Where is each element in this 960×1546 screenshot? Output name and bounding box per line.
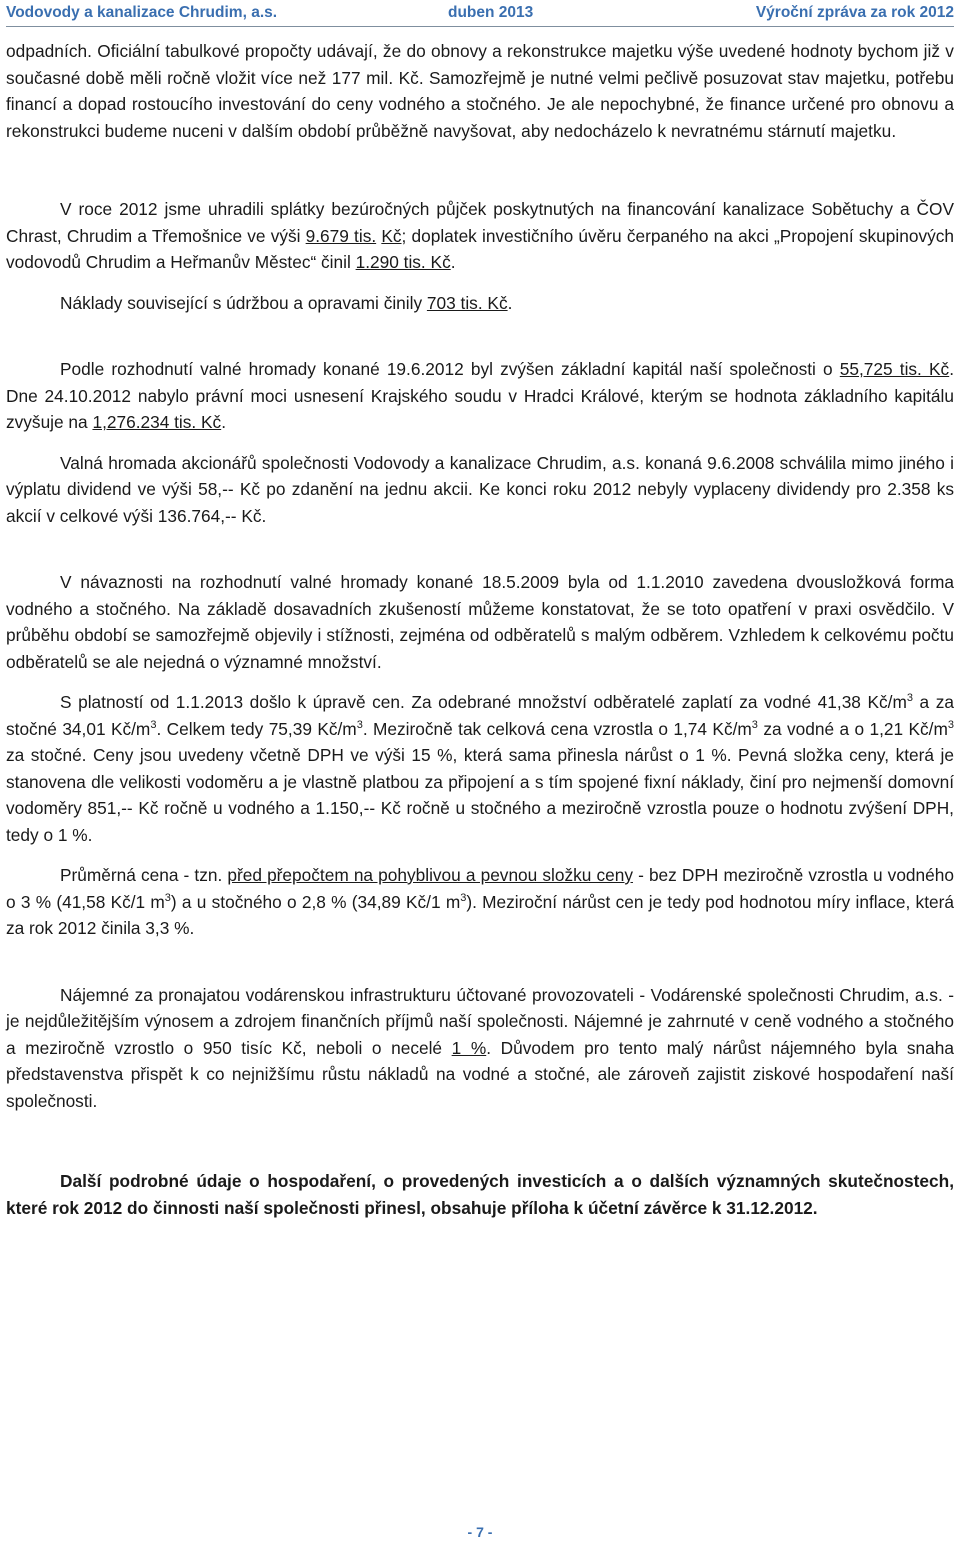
paragraph-dividends: Valná hromada akcionářů společnosti Vodovody a kanalizace Chrudim, a.s. konaná 9.6.2008 schválila mimo jiného i výplatu dividend ve výši 58,-- Kč po zdanění na jednu akcii. Ke konci roku 2012 nebyly vyplaceny dividendy pro 2.358 ks akcií v celkové výši 136.764,-- Kč. [6, 452, 954, 526]
paragraph-share-capital: Podle rozhodnutí valné hromady konané 19.6.2012 byl zvýšen základní kapitál naší společnosti o 55,725 tis. Kč. Dne 24.10.2012 nabylo právní moci usnesení Krajského soudu v Hradci Králové, kterým se hodnota základního kapitálu zvyšuje na 1,276.234 tis. Kč. [6, 359, 954, 432]
paragraph-maintenance-costs: Náklady související s údržbou a opravami činily 703 tis. Kč. [60, 292, 513, 313]
header-report-title: Výroční zpráva za rok 2012 [755, 4, 954, 21]
paragraph-price-change: S platností od 1.1.2013 došlo k úpravě cen. Za odebrané množství odběratelé zaplatí za vodné 41,38 $Kč/m^3$ a za stočné 34,01 $Kč/m^3$. Celkem tedy 75,39 $Kč/m^3$. Meziročně tak celková cena vzrostla o 1,74 $Kč/m^3$ za vodné a o 1,21 $Kč/m^3$ za stočné. Ceny jsou uvedeny včetně DPH ve výši 15 %, která sama přinesla nárůst o 1 %. Pevná složka ceny, která je stanovena dle velikosti vodoměru a je vlastně platbou za připojení a s tím spojené fixní náklady, činí pro nejmenší domovní vodoměry 851,-- Kč ročně u vodného a 1.150,-- Kč ročně u stočného a meziročně vzrostla pouze o hodnotu zvýšení DPH, tedy o 1 %. [6, 692, 954, 845]
paragraph-average-price: Průměrná cena - tzn. před přepočtem na pohyblivou a pevnou složku ceny - bez DPH meziročně vzrostla u vodného o 3 % (41,58 Kč/1 $m^3$) a u stočného o 2,8 % (34,89 Kč/1 $m^3$). Meziroční nárůst cen je tedy pod hodnotou míry inflace, která za rok 2012 činila 3,3 %. [6, 865, 954, 938]
paragraph-asset-renewal: odpadních. Oficiální tabulkové propočty udávají, že do obnovy a rekonstrukce majetku výše uvedené hodnoty bychom již v současné době měli ročně vložit více než 177 mil. Kč. Samozřejmě je nutné velmi pečlivě posuzovat stav majetku, potřebu financí a dopad rostoucího investování do ceny vodného a stočného. Je ale nepochybné, že finance určené pro obnovu a rekonstrukci budeme nuceni v dalším období průběžně navyšovat, aby nedocházelo k nevratnému stárnutí majetku. [6, 41, 954, 141]
page-content [6, 38, 954, 1221]
paragraph-rent: Nájemné za pronajatou vodárenskou infrastrukturu účtované provozovateli - Vodárenské společnosti Chrudim, a.s. - je nejdůležitějším výnosem a zdrojem finančních příjmů naší společnosti. Nájemné je zahrnuté v ceně vodného a stočného a meziročně vzrostlo o 950 tisíc Kč, neboli o necelé 1 %. Důvodem pro tento malý nárůst nájemného byla snaha představenstva přispět k co nejnižšímu růstu nákladů na vodné a stočné, ale zároveň zajistit ziskové hospodaření naší společnosti. [6, 984, 954, 1111]
header-date: duben 2013 [448, 4, 534, 21]
paragraph-loan-repayments: V roce 2012 jsme uhradili splátky bezúročných půjček poskytnutých na financování kanalizace Sobětuchy a ČOV Chrast, Chrudim a Třemošnice ve výši 9.679 tis. Kč; doplatek investičního úvěru čerpaného na akci „Propojení skupinových vodovodů Chrudim a Heřmanův Městec“ činil 1.290 tis. Kč. [6, 199, 954, 272]
page-number: - 7 - [467, 1524, 493, 1540]
paragraph-further-details: Další podrobné údaje o hospodaření, o provedených investicích a o dalších významných skutečnostech, které rok 2012 do činnosti naší společnosti přinesl, obsahuje příloha k účetní závěrce k 31.12.2012. [6, 1171, 954, 1218]
page-header [6, 0, 954, 27]
header-company: Vodovody a kanalizace Chrudim, a.s. [6, 4, 278, 21]
paragraph-two-component-tariff: V návaznosti na rozhodnutí valné hromady konané 18.5.2009 byla od 1.1.2010 zavedena dvousložková forma vodného a stočného. Na základě dosavadních zkušeností můžeme konstatovat, že se toto opatření v praxi osvědčilo. V průběhu období se samozřejmě objevily i stížnosti, zejména od odběratelů s malým odběrem. Vzhledem k celkovému počtu odběratelů se ale nejedná o významné množství. [6, 572, 954, 672]
